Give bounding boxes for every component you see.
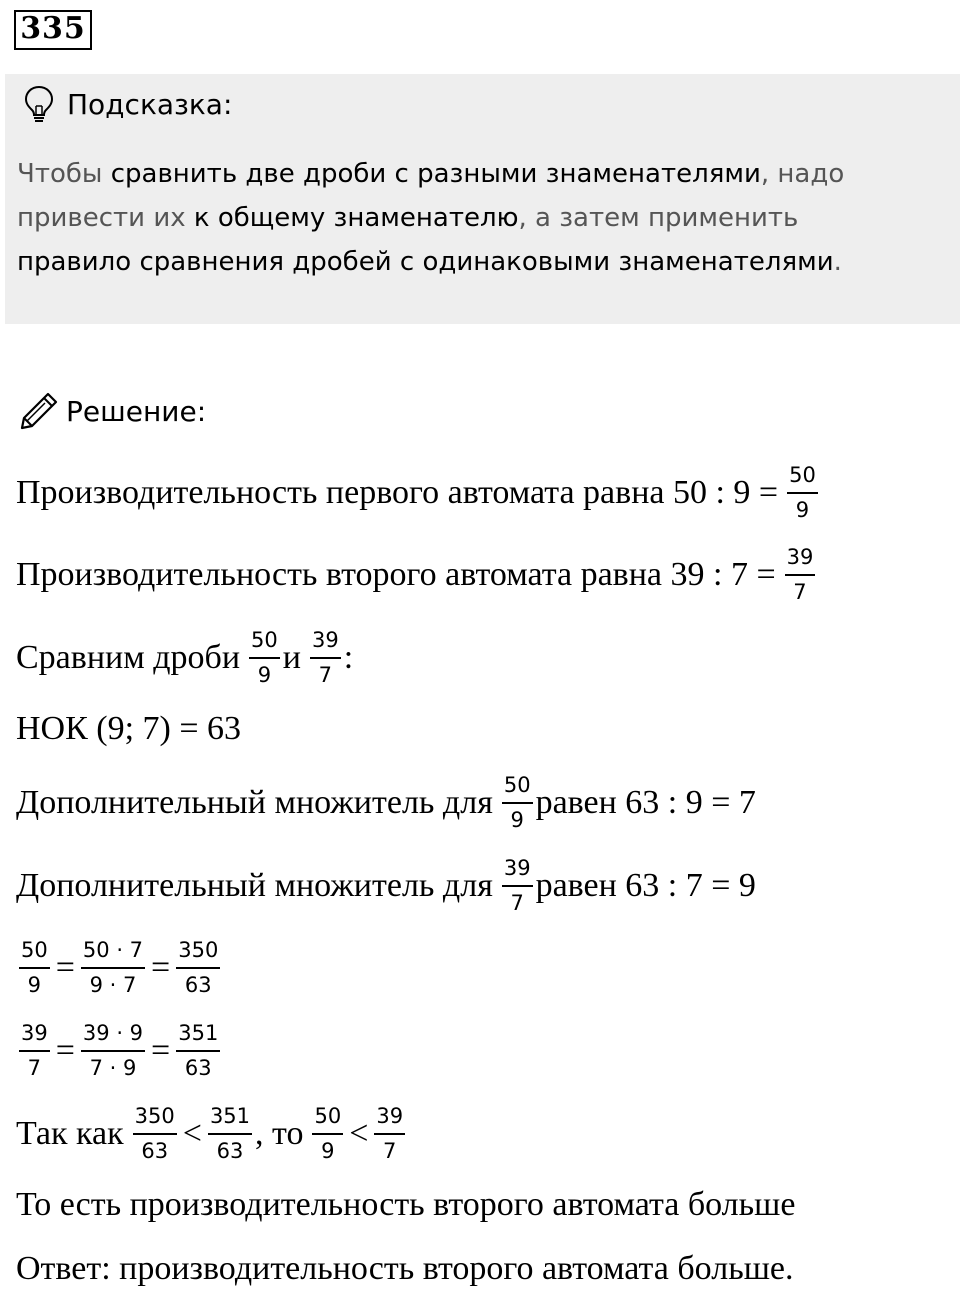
numerator: 50 <box>312 1103 343 1135</box>
solution-line-6 <box>16 855 762 917</box>
denominator: 7 · 9 <box>89 1056 137 1080</box>
fraction <box>81 1020 145 1082</box>
hint-box <box>5 74 960 324</box>
denominator: 9 <box>321 1139 335 1163</box>
solution-line-4 <box>16 710 247 748</box>
fraction <box>249 627 280 689</box>
line-text: Сравним дроби <box>16 639 241 676</box>
hint-line-1 <box>17 152 952 196</box>
numerator: 350 <box>176 937 220 969</box>
equation-1 <box>16 937 223 999</box>
solution-line-7 <box>16 1103 408 1165</box>
solution-line-2 <box>16 544 818 606</box>
line-text: Дополнительный множитель для <box>16 784 493 821</box>
denominator: 7 <box>510 891 524 915</box>
less-than-sign: < <box>349 1115 369 1152</box>
denominator: 7 <box>27 1056 42 1080</box>
denominator: 7 <box>383 1139 397 1163</box>
numerator: 351 <box>176 1020 220 1052</box>
numerator: 39 <box>19 1020 50 1052</box>
fraction <box>133 1103 177 1165</box>
fraction <box>176 1020 220 1082</box>
fraction <box>785 544 816 606</box>
fraction <box>310 627 341 689</box>
hint-line-3 <box>17 240 952 284</box>
numerator: 350 <box>133 1103 177 1135</box>
denominator: 9 <box>257 663 272 687</box>
lightbulb-icon <box>23 84 55 124</box>
solution-line-5 <box>16 772 762 834</box>
fraction <box>502 772 533 834</box>
fraction <box>787 462 818 524</box>
hint-emphasis: сравнить две дроби с разными знаменателями <box>110 159 761 189</box>
less-than-sign: < <box>182 1115 202 1152</box>
denominator: 63 <box>184 1056 212 1080</box>
line-text: То есть производительность второго автомата больше <box>16 1186 796 1223</box>
numerator: 39 <box>310 627 341 659</box>
numerator: 50 <box>249 627 280 659</box>
denominator: 9 <box>795 498 810 522</box>
numerator: 50 <box>502 772 533 804</box>
solution-title: Решение: <box>66 394 207 428</box>
fraction <box>19 1020 50 1082</box>
numerator: 50 <box>787 462 818 494</box>
denominator: 7 <box>793 580 807 604</box>
denominator: 9 · 7 <box>89 973 137 997</box>
equals-sign: = <box>55 1032 75 1069</box>
denominator: 7 <box>318 663 333 687</box>
line-text: Дополнительный множитель для <box>16 867 493 904</box>
denominator: 9 <box>510 808 524 832</box>
pencil-icon <box>18 390 60 432</box>
problem-number: 335 <box>14 10 92 50</box>
line-text: и <box>282 639 301 676</box>
hint-line-2 <box>17 196 952 240</box>
fraction <box>502 855 533 917</box>
hint-text <box>17 152 952 284</box>
solution-line-1 <box>16 462 821 524</box>
equation-2 <box>16 1020 223 1082</box>
solution-header <box>18 390 206 432</box>
numerator: 50 · 7 <box>81 937 145 969</box>
fraction <box>208 1103 252 1165</box>
hint-text-part: привести их <box>17 203 194 233</box>
line-text: НОК (9; 7) = 63 <box>16 710 242 747</box>
answer-text: Ответ: производительность второго автомата больше. <box>16 1250 794 1287</box>
numerator: 39 <box>785 544 816 576</box>
denominator: 63 <box>216 1139 244 1163</box>
equals-sign: = <box>151 949 171 986</box>
equals-sign: = <box>55 949 75 986</box>
numerator: 39 · 9 <box>81 1020 145 1052</box>
equals-sign: = <box>151 1032 171 1069</box>
solution-line-3 <box>16 627 359 689</box>
line-text: : <box>343 639 354 676</box>
answer-line <box>16 1250 799 1288</box>
hint-emphasis: к общему знаменателю <box>193 203 519 233</box>
denominator: 63 <box>141 1139 169 1163</box>
numerator: 39 <box>374 1103 405 1135</box>
numerator: 50 <box>19 937 50 969</box>
line-text: Производительность второго автомата равна 39 : 7 = <box>16 556 776 593</box>
fraction <box>19 937 50 999</box>
numerator: 351 <box>208 1103 252 1135</box>
fraction <box>176 937 220 999</box>
hint-header <box>23 84 232 124</box>
solution-line-8 <box>16 1186 801 1224</box>
denominator: 63 <box>184 973 212 997</box>
hint-text-part: . <box>833 247 842 277</box>
fraction <box>81 937 145 999</box>
line-text: равен 63 : 7 = 9 <box>535 867 756 904</box>
hint-text-part: , надо <box>760 159 845 189</box>
denominator: 9 <box>27 973 42 997</box>
line-text: , то <box>255 1115 304 1152</box>
line-text: Так как <box>16 1115 124 1152</box>
line-text: Производительность первого автомата равна 50 : 9 = <box>16 474 779 511</box>
numerator: 39 <box>502 855 533 887</box>
fraction <box>374 1103 405 1165</box>
fraction <box>312 1103 343 1165</box>
hint-emphasis: правило сравнения дробей с одинаковыми знаменателями <box>17 247 834 277</box>
hint-text-part: , а затем применить <box>518 203 799 233</box>
hint-title: Подсказка: <box>67 87 233 121</box>
hint-text-part: Чтобы <box>17 159 111 189</box>
line-text: равен 63 : 9 = 7 <box>535 784 756 821</box>
